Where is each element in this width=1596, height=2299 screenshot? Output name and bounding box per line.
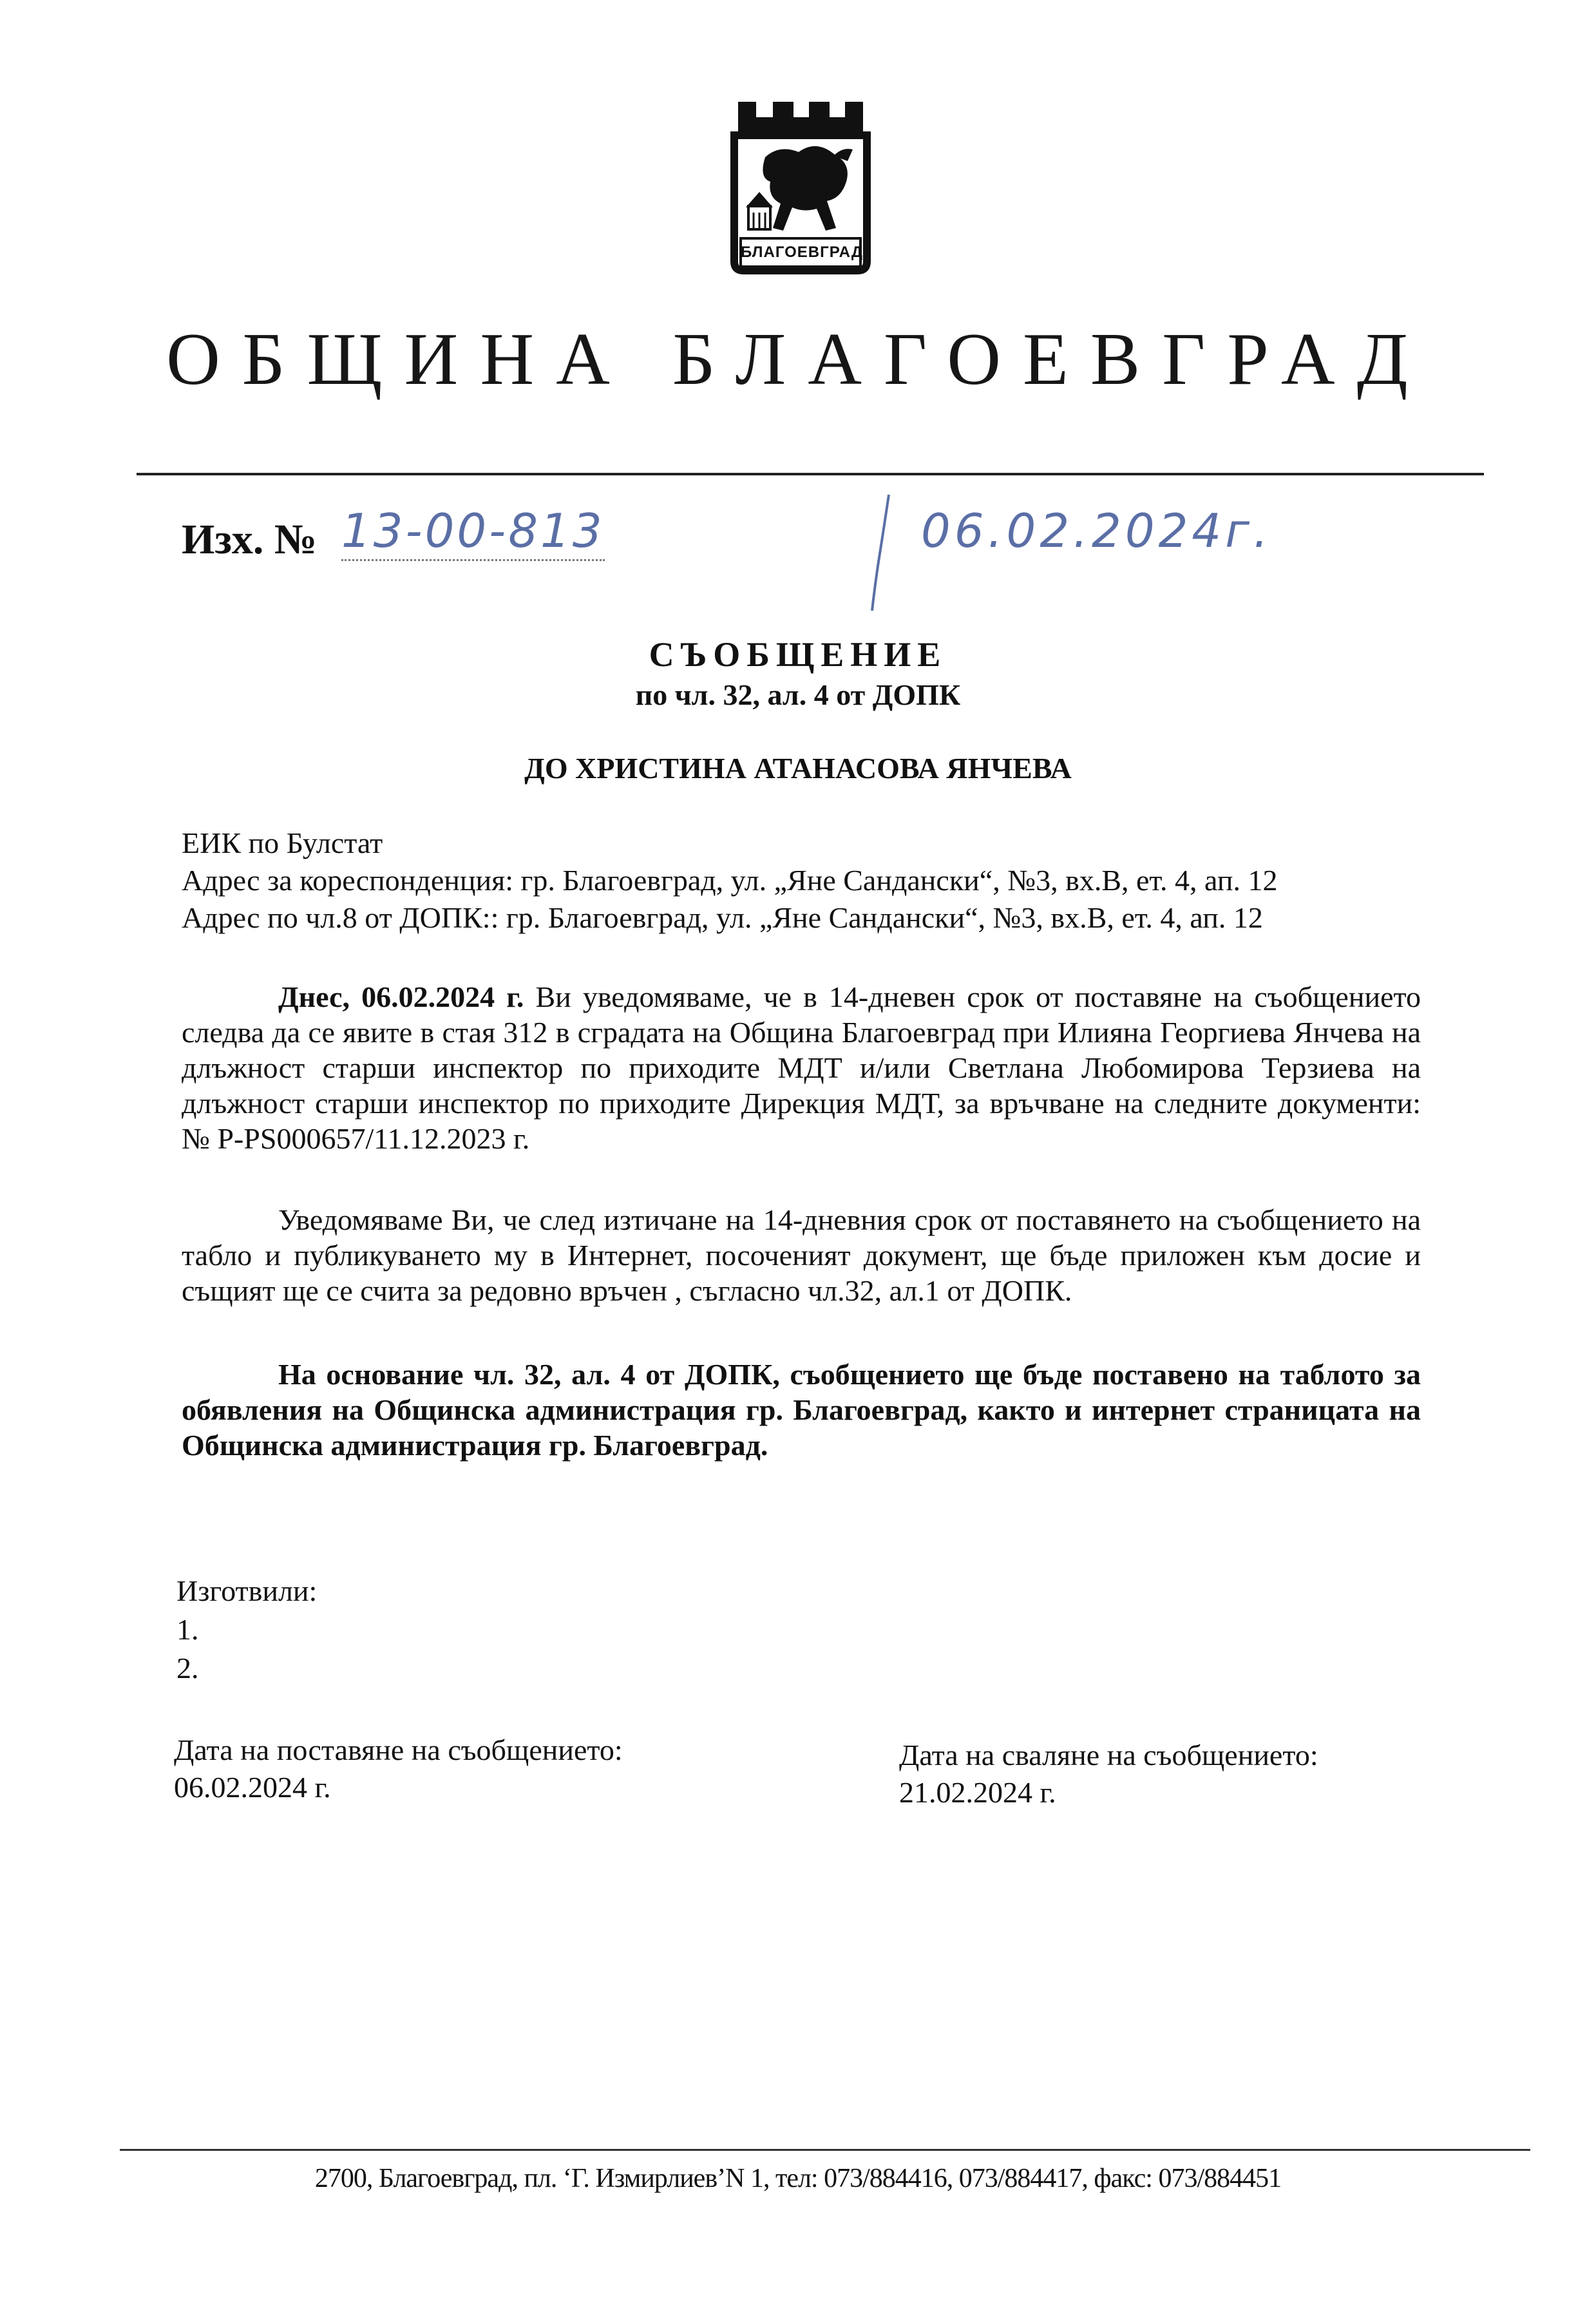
prepared-item-2: 2. [176, 1652, 199, 1684]
reference-number-handwritten: 13-00-813 [341, 504, 605, 561]
paragraph-notice-text: Ви уведомяваме, че в 14-дневен срок от поставяне на съобщението следва да се явите в стая 312 в сградата на Община Благоевград при Илияна Георгиева Янчева на длъжност старши инспектор по приходите МДТ и/или Светлана Любомирова Терзиева на длъжност старши инспектор по приходите Дирекция МДТ, за връчване на следните документи: № P-PS000657/11.12.2023 г. [182, 980, 1421, 1155]
paragraph-deadline: Уведомяваме Ви, че след изтичане на 14-дневния срок от поставянето на съобщението на табло и публикуването му в Интернет, посоченият документ, ще бъде приложен към досие и същият ще се счита за редовно връчен , съгласно чл.32, ал.1 от ДОПК. [182, 1203, 1421, 1307]
coat-of-arms-logo [720, 102, 881, 289]
footer-divider [120, 2149, 1530, 2151]
prepared-label: Изготвили: [176, 1574, 318, 1607]
crest-caption: БЛАГОЕВГРАД [741, 243, 863, 261]
notice-title: СЪОБЩЕНИЕ [649, 635, 947, 674]
organization-title: ОБЩИНА БЛАГОЕВГРАД [166, 318, 1430, 401]
eik-label: ЕИК по Булстат [182, 826, 383, 859]
dopk-address: Адрес по чл.8 от ДОПК:: гр. Благоевград, ул. „Яне Сандански“, №3, вх.В, ет. 4, ап. 12 [182, 901, 1263, 934]
removal-date-value: 21.02.2024 г. [899, 1776, 1056, 1809]
addressee: ДО ХРИСТИНА АТАНАСОВА ЯНЧЕВА [524, 752, 1072, 785]
handwritten-slash [859, 491, 898, 613]
posting-date-value: 06.02.2024 г. [174, 1771, 331, 1804]
notice-subtitle: по чл. 32, ал. 4 от ДОПК [635, 678, 961, 711]
header-divider [137, 473, 1484, 475]
reference-date-handwritten: 06.02.2024г. [921, 504, 1272, 558]
footer-contact: 2700, Благоевград, пл. ‘Г. Измирлиев’N 1, тел: 073/884416, 073/884417, факс: 073/884451 [314, 2164, 1282, 2193]
reference-label: Изх. № [182, 516, 318, 563]
posting-date-block [174, 1731, 623, 1806]
removal-date-block [899, 1737, 1318, 1811]
paragraph-notice [182, 979, 1421, 1156]
removal-date-label: Дата на сваляне на съобщението: [899, 1739, 1318, 1771]
prepared-by [176, 1572, 317, 1688]
posting-date-label: Дата на поставяне на съобщението: [174, 1733, 623, 1766]
paragraph-lead-date: Днес, 06.02.2024 г. [278, 980, 524, 1013]
correspondence-address: Адрес за кореспонденция: гр. Благоевград, ул. „Яне Сандански“, №3, вх.В, ет. 4, ап. 12 [182, 864, 1278, 897]
paragraph-legal-basis: На основание чл. 32, ал. 4 от ДОПК, съобщението ще бъде поставено на таблото за обявления на Общинска администрация гр. Благоевград, както и интернет страницата на Общинска администрация гр. Благоевград. [182, 1358, 1421, 1462]
prepared-item-1: 1. [176, 1613, 199, 1646]
reference-line [182, 501, 1272, 578]
recipient-info [182, 825, 1277, 937]
